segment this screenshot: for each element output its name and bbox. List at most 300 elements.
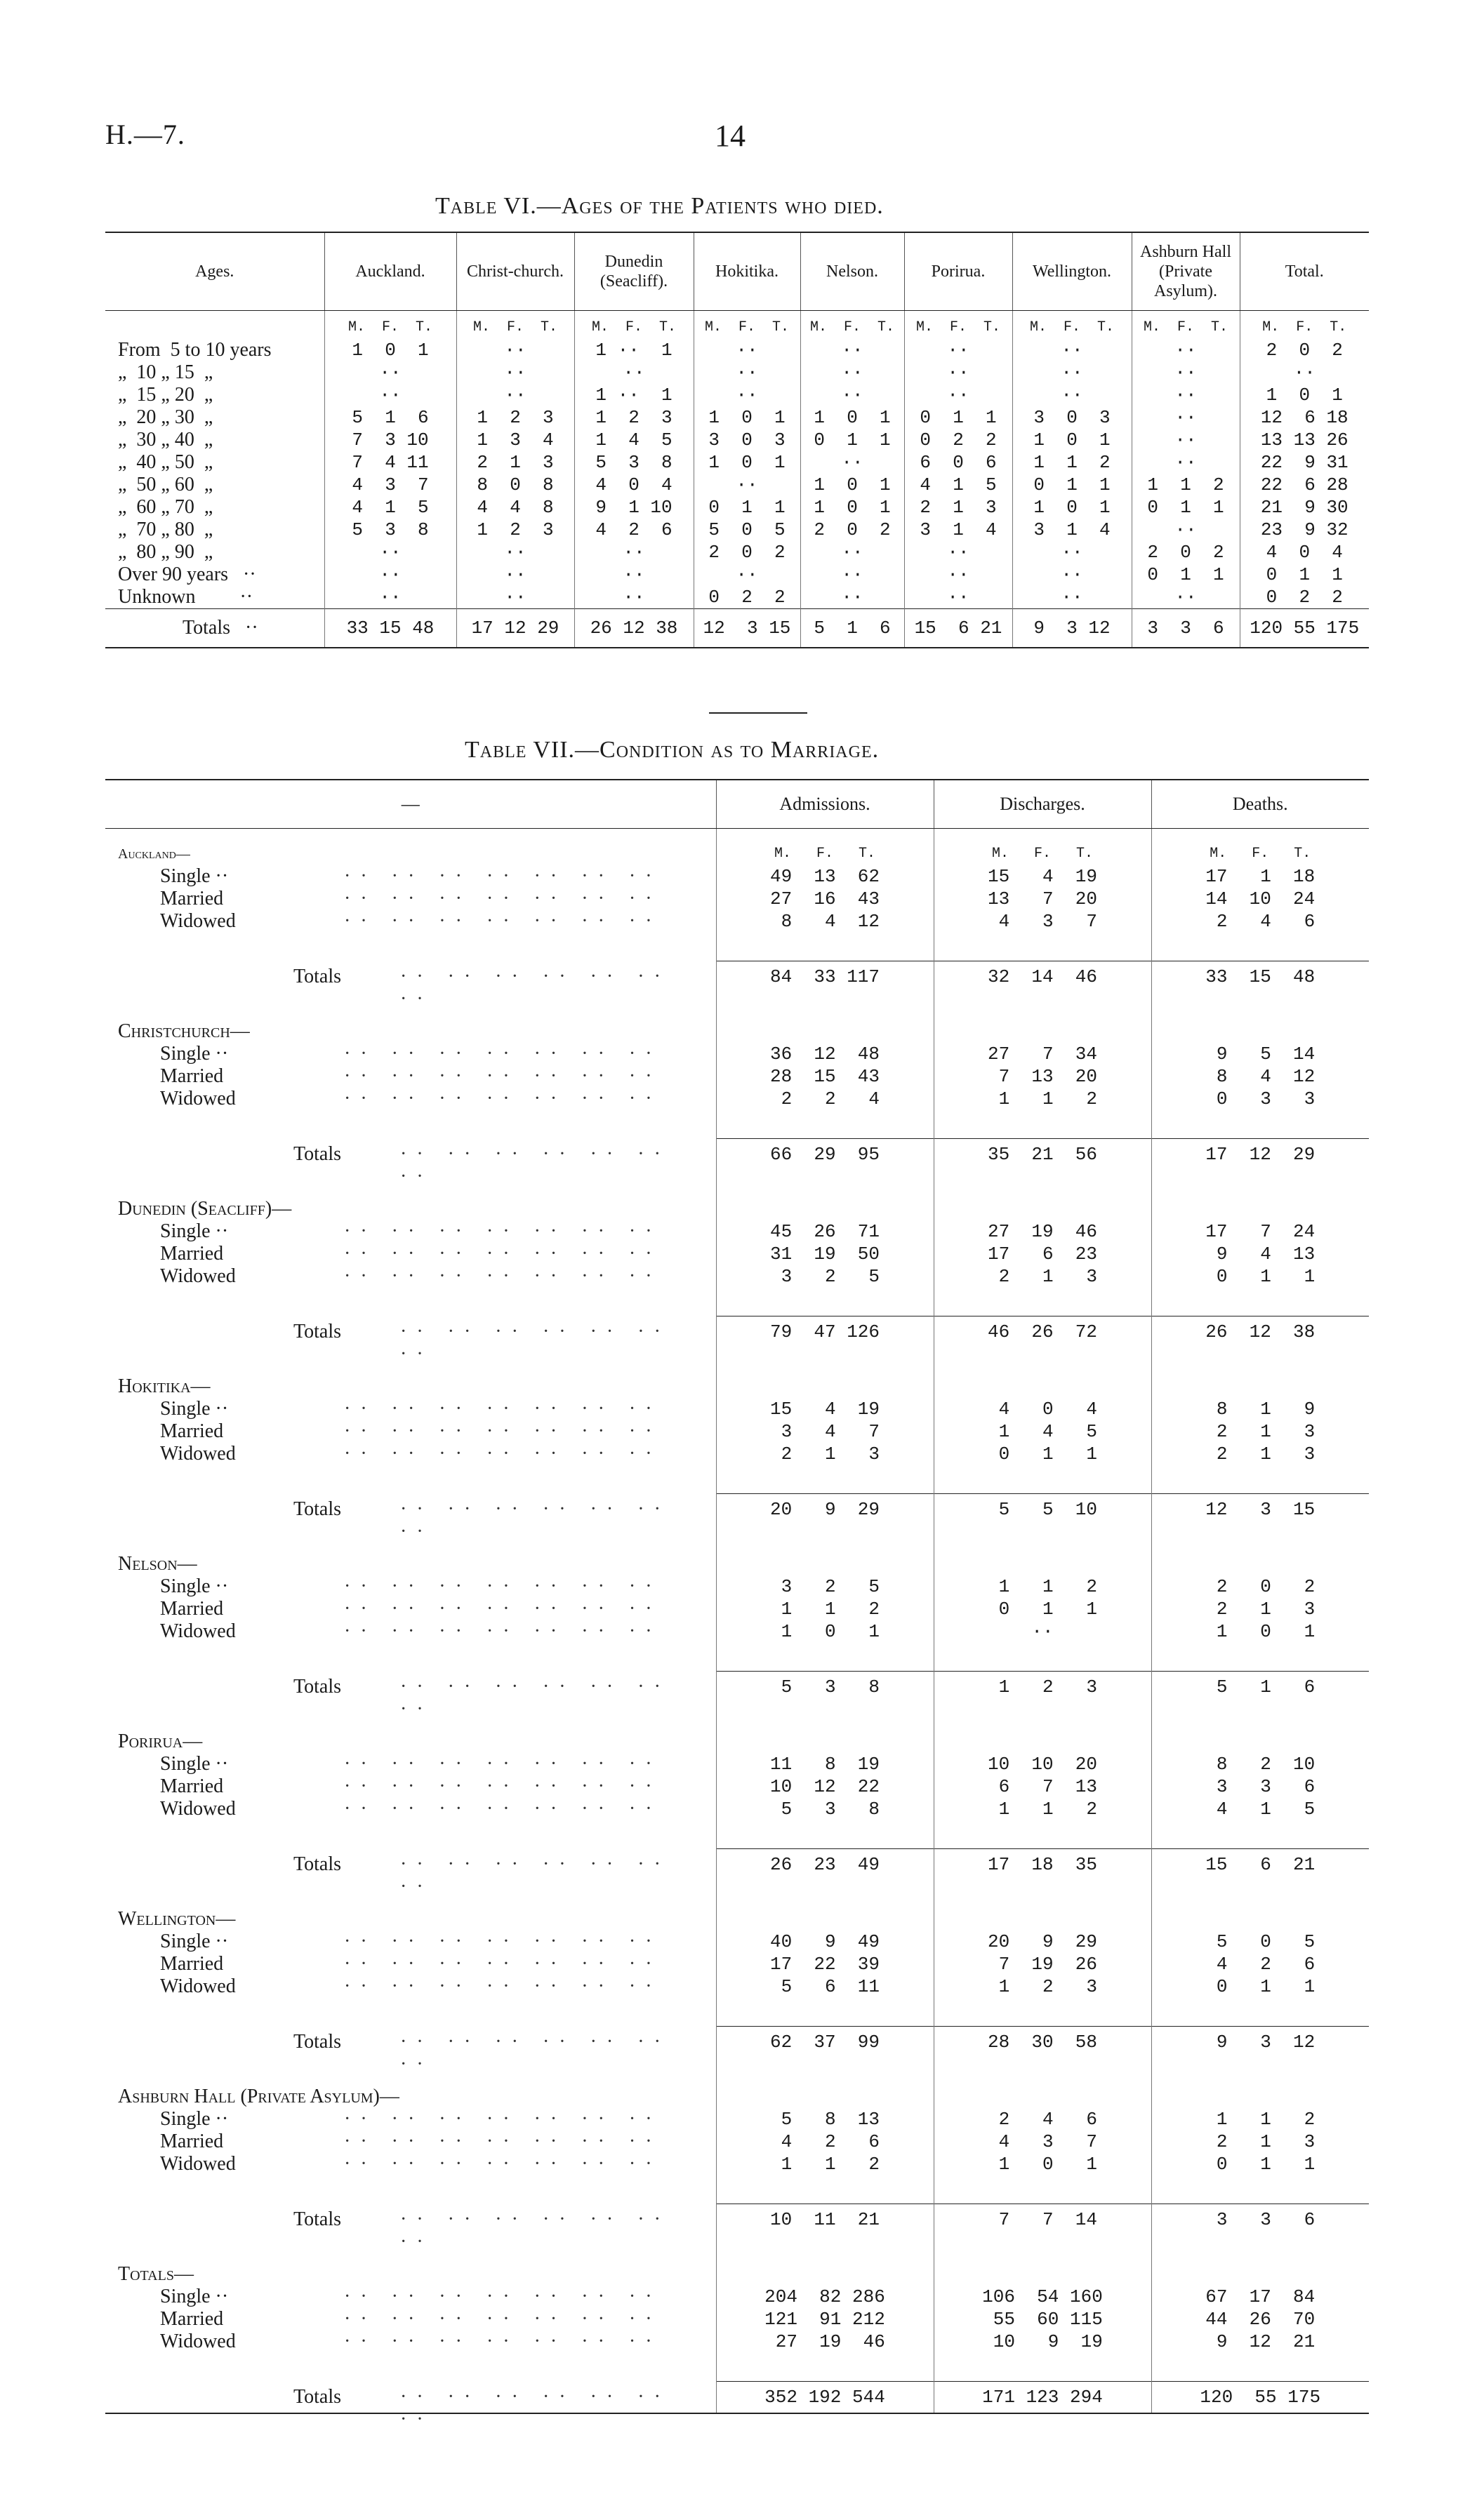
table6-cell: 0 1 1: [1240, 564, 1369, 586]
table7-spacer-cell: [716, 992, 934, 1020]
leader-dots: ·· ·· ·· ·· ·· ·· ··: [344, 1753, 662, 1775]
table7-row-label-text: Widowed: [160, 1975, 236, 1997]
table7-spacer-row: [105, 2353, 1369, 2382]
table6-cell: ··: [1132, 451, 1240, 474]
table7-row: [105, 2308, 1369, 2331]
table6-cell: ··: [1012, 339, 1132, 361]
leader-dots: ·· ·· ·· ·· ·· ·· ··: [344, 1953, 662, 1975]
table7-section-name: Ashburn Hall (Private Asylum)—: [118, 2086, 399, 2107]
table7-cell-adm: 27 19 46: [716, 2331, 934, 2353]
table7-cell-dis: 27 19 46: [934, 1220, 1151, 1243]
table7-cell-dea: 44 26 70: [1151, 2308, 1369, 2331]
table6-row: [105, 564, 1369, 586]
table7-blank-cell: [934, 2263, 1151, 2286]
table7-header-cell: Deaths.: [1151, 780, 1369, 829]
table7-row-label-text: Widowed: [160, 1088, 236, 1109]
table7-cell-dis: 1 4 5: [934, 1420, 1151, 1443]
table7-condition-as-to-marriage: [105, 779, 1369, 2430]
table7-totals-row: [105, 2027, 1369, 2058]
table7-cell-dea: 17 7 24: [1151, 1220, 1369, 1243]
table7-cell-dea: 14 10 24: [1151, 888, 1369, 910]
table7-row: [105, 2131, 1369, 2153]
table7-row: [105, 1420, 1369, 1443]
table7-row-label-text: Married: [160, 1065, 224, 1087]
table7-row-label: [105, 2286, 716, 2308]
table7-spacer-cell: [934, 1110, 1151, 1139]
table7-blank-cell: [716, 2086, 934, 2108]
table7-section-header-row: [105, 1198, 1369, 1220]
table7-row-label-text: Widowed: [160, 1798, 236, 1820]
table6-cell: 5 1 6: [324, 406, 456, 429]
leader-dots: ·· ·· ·· ·· ·· ·· ··: [344, 888, 662, 909]
table7-row: [105, 1753, 1369, 1775]
table6-cell: ··: [904, 339, 1012, 361]
table7-cell-adm: 10 12 22: [716, 1775, 934, 1798]
table6-cell: 7 4 11: [324, 451, 456, 474]
table7-row-label: [105, 1065, 716, 1088]
table7-totals-label-text: Totals: [293, 1142, 342, 1165]
table7-cell-adm: 1 0 1: [716, 1620, 934, 1643]
table7-spacer-cell: [716, 2353, 934, 2382]
table7-spacer-cell: [716, 1110, 934, 1139]
table6-cell: ··: [800, 339, 904, 361]
table7-blank-cell: [1151, 2086, 1369, 2108]
table7-blank-cell: [934, 1731, 1151, 1753]
table7-total-adm: 84 33 117: [716, 961, 934, 993]
leader-dots: ·· ·· ·· ·· ·· ·· ··: [344, 1243, 662, 1265]
table6-row: [105, 474, 1369, 496]
table7-row-label: [105, 2108, 716, 2131]
table7-row-label-text: Single ··: [160, 865, 229, 887]
table7-row: [105, 910, 1369, 933]
leader-dots: ·· ·· ·· ·· ·· ·· ··: [344, 2108, 662, 2130]
table7-row: [105, 1575, 1369, 1598]
table7-spacer-cell: [934, 933, 1151, 961]
table7-spacer-cell: [934, 1465, 1151, 1494]
table6-subheader-cell: M. F. T.: [1132, 311, 1240, 340]
table7-total-dis: 171 123 294: [934, 2382, 1151, 2414]
table7-spacer-cell: [1151, 2058, 1369, 2086]
table6-cell: 3 1 4: [1012, 519, 1132, 541]
table7-cell-adm: 8 4 12: [716, 910, 934, 933]
table7-spacer-cell: [105, 2353, 716, 2382]
table7-row: [105, 1088, 1369, 1110]
leader-dots: ·· ·· ·· ·· ·· ·· ··: [344, 865, 662, 887]
leader-dots: ·· ·· ·· ·· ·· ·· ··: [344, 2153, 662, 2175]
table7-total-dis: 5 5 10: [934, 1494, 1151, 1526]
table7-cell-dis: 15 4 19: [934, 865, 1151, 888]
table7-row-label: [105, 888, 716, 910]
table7-row: [105, 865, 1369, 888]
section-divider: [709, 712, 807, 714]
table7-row-label-text: Single ··: [160, 1753, 229, 1775]
table7-cell-adm: 5 3 8: [716, 1798, 934, 1820]
table7-spacer-cell: [716, 1525, 934, 1553]
table6-header-cell: Wellington.: [1012, 232, 1132, 311]
table7-spacer-cell: [1151, 1880, 1369, 1908]
table7-row-label: [105, 1598, 716, 1620]
table7-totals-row: [105, 2204, 1369, 2236]
table7-cell-dis: 2 4 6: [934, 2108, 1151, 2131]
table7-cell-dea: 0 3 3: [1151, 1088, 1369, 1110]
table6-cell: ··: [800, 541, 904, 564]
table6-cell: ··: [1012, 541, 1132, 564]
page-number: 14: [715, 119, 746, 153]
table6-cell: ··: [694, 361, 800, 384]
table7-spacer-cell: [1151, 1820, 1369, 1849]
table7-row: [105, 2331, 1369, 2353]
table7-totals-label-text: Totals: [293, 2385, 342, 2408]
table7-spacer-row: [105, 933, 1369, 961]
table7-cell-dis: 4 3 7: [934, 910, 1151, 933]
table6-cell: 8 0 8: [456, 474, 574, 496]
table6-subheader-cell: M. F. T.: [1240, 311, 1369, 340]
table6-cell: 1 4 5: [574, 429, 694, 451]
table6-total-cell: 3 3 6: [1132, 609, 1240, 648]
leader-dots: ·· ·· ·· ·· ·· ·· ··: [344, 1220, 662, 1242]
table7-spacer-cell: [1151, 1465, 1369, 1494]
table7-totals-label: [105, 2382, 716, 2430]
table7-row-label: [105, 2131, 716, 2153]
table6-cell: ··: [574, 564, 694, 586]
table6-cell: 0 1 1: [1132, 564, 1240, 586]
table7-blank-cell: [1151, 1198, 1369, 1220]
table7-spacer-row: [105, 1110, 1369, 1139]
table7-spacer-cell: [1151, 2235, 1369, 2263]
table7-total-dea: 5 1 6: [1151, 1672, 1369, 1703]
table7-spacer-cell: [716, 1288, 934, 1316]
table7-spacer-cell: [1151, 1702, 1369, 1731]
table6-row: [105, 586, 1369, 609]
table7-row-label: [105, 2153, 716, 2175]
table7-total-dea: 17 12 29: [1151, 1139, 1369, 1171]
table6-cell: ··: [1012, 361, 1132, 384]
table7-cell-adm: 3 2 5: [716, 1265, 934, 1288]
table6-cell: 1 0 1: [324, 339, 456, 361]
table6-cell: ··: [574, 361, 694, 384]
table6-row: [105, 496, 1369, 519]
table7-cell-dea: 0 1 1: [1151, 1975, 1369, 1998]
leader-dots: ·· ·· ·· ·· ·· ·· ··: [400, 2385, 670, 2430]
table6-cell: 0 1 1: [904, 406, 1012, 429]
table6-cell: 2 0 2: [800, 519, 904, 541]
table7-spacer-cell: [716, 1998, 934, 2027]
table7-row-label: [105, 1975, 716, 1998]
table7-cell-dis: 0 1 1: [934, 1443, 1151, 1465]
table6-cell: 9 1 10: [574, 496, 694, 519]
table6-totals-label: Totals ··: [105, 609, 324, 648]
table7-total-adm: 5 3 8: [716, 1672, 934, 1703]
table7-row-label: [105, 1620, 716, 1643]
table6-age-label: From 5 to 10 years: [118, 339, 272, 361]
table7-row-label-text: Married: [160, 888, 224, 909]
table7-spacer-row: [105, 1880, 1369, 1908]
table7-cell-adm: 1 1 2: [716, 1598, 934, 1620]
table7-row-label: [105, 1443, 716, 1465]
leader-dots: ·· ·· ·· ·· ·· ·· ··: [344, 1420, 662, 1442]
table7-cell-dis: ··: [934, 1620, 1151, 1643]
table6-cell: 0 2 2: [904, 429, 1012, 451]
table6-cell: 0 2 2: [694, 586, 800, 609]
leader-dots: ·· ·· ·· ·· ·· ·· ··: [400, 1498, 670, 1542]
table7-cell-dea: 8 1 9: [1151, 1398, 1369, 1420]
table7-section-header-row: [105, 1908, 1369, 1931]
table6-cell: 1 0 1: [800, 406, 904, 429]
table6-header-cell: Auckland.: [324, 232, 456, 311]
table6-cell: ··: [800, 384, 904, 406]
table7-spacer-cell: [716, 1643, 934, 1672]
table7-blank-cell: [716, 1731, 934, 1753]
table7-blank-cell: [716, 1908, 934, 1931]
table7-cell-dis: 1 1 2: [934, 1088, 1151, 1110]
table7-cell-adm: 1 1 2: [716, 2153, 934, 2175]
table6-total-cell: 5 1 6: [800, 609, 904, 648]
table6-cell: 1 1 2: [1132, 474, 1240, 496]
table7-spacer-row: [105, 1288, 1369, 1316]
table6-row: [105, 339, 1369, 361]
table6-subheader-cell: M. F. T.: [456, 311, 574, 340]
table7-cell-dis: 6 7 13: [934, 1775, 1151, 1798]
table7-row-label: [105, 1243, 716, 1265]
table6-cell: 1 0 1: [694, 451, 800, 474]
table7-row-label: [105, 1953, 716, 1975]
table6-cell: ··: [800, 564, 904, 586]
table6-cell: ··: [574, 586, 694, 609]
table6-header-cell: Ashburn Hall (Private Asylum).: [1132, 232, 1240, 311]
table7-cell-dis: 27 7 34: [934, 1043, 1151, 1065]
table7-totals-label-text: Totals: [293, 1498, 342, 1520]
table6-header-cell: Dunedin (Seacliff).: [574, 232, 694, 311]
table7-row: [105, 1598, 1369, 1620]
table7-row-label: [105, 1088, 716, 1110]
table7-row-label-text: Widowed: [160, 2153, 236, 2175]
table7-totals-label: [105, 2027, 716, 2075]
table6-cell: 2 0 2: [1240, 339, 1369, 361]
table7-cell-adm: 36 12 48: [716, 1043, 934, 1065]
leader-dots: ·· ·· ·· ·· ·· ·· ··: [344, 1598, 662, 1620]
table7-spacer-cell: [105, 1998, 716, 2027]
table6-cell: 1 0 1: [800, 496, 904, 519]
table7-row: [105, 2108, 1369, 2131]
leader-dots: ·· ·· ·· ·· ·· ·· ··: [400, 2030, 670, 2075]
table7-blank-cell: [934, 2086, 1151, 2108]
table7-spacer-cell: [934, 1347, 1151, 1375]
table7-spacer-row: [105, 1643, 1369, 1672]
table7-row-label-text: Single ··: [160, 1575, 229, 1597]
leader-dots: ·· ·· ·· ·· ·· ·· ··: [344, 2131, 662, 2152]
table7-spacer-cell: [934, 1702, 1151, 1731]
table7-cell-adm: 3 4 7: [716, 1420, 934, 1443]
table7-header-cell: Admissions.: [716, 780, 934, 829]
table7-cell-dis: 17 6 23: [934, 1243, 1151, 1265]
table7-header-row: [105, 780, 1369, 829]
table6-cell: 0 1 1: [694, 496, 800, 519]
table7-section-header-row: [105, 1731, 1369, 1753]
table6-body: [105, 311, 1369, 648]
table7-section-header-row: [105, 829, 1369, 866]
table7-row: [105, 1265, 1369, 1288]
table6-cell: 0 1 1: [1012, 474, 1132, 496]
table6-cell: 0 1 1: [1132, 496, 1240, 519]
table7-cell-dea: 9 12 21: [1151, 2331, 1369, 2353]
table7-blank-cell: [1151, 1731, 1369, 1753]
table6-ages-of-deceased: [105, 232, 1369, 648]
table6-cell: ··: [694, 474, 800, 496]
table6-cell: ··: [904, 586, 1012, 609]
table6-cell: ··: [1132, 384, 1240, 406]
table6-cell: ··: [904, 384, 1012, 406]
table7-subheader-cell: M. F. T.: [934, 829, 1151, 866]
table7-blank-cell: [716, 1198, 934, 1220]
table6-row: [105, 361, 1369, 384]
table6-cell: ··: [324, 586, 456, 609]
table7-cell-adm: 2 2 4: [716, 1088, 934, 1110]
table6-cell: 4 4 8: [456, 496, 574, 519]
table6-age-label: „ 20 „ 30 „: [118, 406, 213, 428]
table7-row-label: [105, 1575, 716, 1598]
table7-cell-dea: 2 1 3: [1151, 1598, 1369, 1620]
table7-spacer-cell: [934, 2353, 1151, 2382]
table7-cell-dea: 2 1 3: [1151, 1420, 1369, 1443]
table7-spacer-row: [105, 1998, 1369, 2027]
table7-total-dis: 1 2 3: [934, 1672, 1151, 1703]
table7-section-header-row: [105, 2263, 1369, 2286]
table7-cell-adm: 4 2 6: [716, 2131, 934, 2153]
table7-cell-dis: 10 9 19: [934, 2331, 1151, 2353]
table7-cell-adm: 17 22 39: [716, 1953, 934, 1975]
table6-cell: ··: [694, 564, 800, 586]
table7-total-dea: 15 6 21: [1151, 1849, 1369, 1881]
table7-totals-label: [105, 2204, 716, 2253]
table7-cell-dis: 2 1 3: [934, 1265, 1151, 1288]
table6-cell: ··: [324, 541, 456, 564]
table7-cell-dis: 1 1 2: [934, 1575, 1151, 1598]
table7-row-label-text: Single ··: [160, 1043, 229, 1065]
table6-cell: 1 3 4: [456, 429, 574, 451]
table6-cell: ··: [1132, 586, 1240, 609]
table6-header-cell: Ages.: [105, 232, 324, 311]
table6-cell: ··: [456, 564, 574, 586]
table7-spacer-cell: [105, 1643, 716, 1672]
table6-subheader-cell: M. F. T.: [324, 311, 456, 340]
table7-section-name: Porirua—: [118, 1731, 203, 1752]
leader-dots: ·· ·· ·· ·· ·· ·· ··: [344, 1065, 662, 1087]
table7-cell-dea: 8 4 12: [1151, 1065, 1369, 1088]
table6-cell: 1 0 1: [1012, 429, 1132, 451]
table7-totals-label-text: Totals: [293, 965, 342, 987]
table7-spacer-row: [105, 1170, 1369, 1198]
table7-spacer-cell: [105, 933, 716, 961]
table6-cell: ··: [1132, 429, 1240, 451]
table6-row: [105, 384, 1369, 406]
table6-subheader-cell: M. F. T.: [574, 311, 694, 340]
table6-cell: ··: [904, 541, 1012, 564]
table6-cell: 2 1 3: [456, 451, 574, 474]
table7-spacer-cell: [934, 992, 1151, 1020]
table7-section-header-row: [105, 1553, 1369, 1575]
table7-totals-label: [105, 1139, 716, 1187]
table7-spacer-cell: [716, 1880, 934, 1908]
table6-cell: 1 0 1: [800, 474, 904, 496]
table7-row-label: [105, 1798, 716, 1820]
table7-section-name: Dunedin (Seacliff)—: [118, 1198, 292, 1220]
table7-cell-adm: 204 82 286: [716, 2286, 934, 2308]
table7-total-dis: 32 14 46: [934, 961, 1151, 993]
table7-row-label: [105, 1420, 716, 1443]
table7-row-label-text: Married: [160, 2131, 224, 2152]
table7-row-label-text: Widowed: [160, 910, 236, 932]
table6-header-cell: Porirua.: [904, 232, 1012, 311]
table7-cell-adm: 45 26 71: [716, 1220, 934, 1243]
table7-row: [105, 1931, 1369, 1953]
table7-cell-dea: 4 1 5: [1151, 1798, 1369, 1820]
table7-row: [105, 1043, 1369, 1065]
table6-row: [105, 429, 1369, 451]
table7-cell-dea: 2 0 2: [1151, 1575, 1369, 1598]
table6-cell: 5 3 8: [324, 519, 456, 541]
leader-dots: ·· ·· ·· ·· ·· ·· ··: [344, 1398, 662, 1420]
table6-total-cell: 26 12 38: [574, 609, 694, 648]
table6-subheader-blank: [105, 311, 324, 340]
table7-cell-dea: 8 2 10: [1151, 1753, 1369, 1775]
table7-row-label: [105, 1043, 716, 1065]
table6-age-label: „ 60 „ 70 „: [118, 496, 213, 518]
table6-age-label: „ 80 „ 90 „: [118, 541, 213, 563]
table7-cell-dis: 1 2 3: [934, 1975, 1151, 1998]
table7-section-name: Christchurch—: [118, 1020, 250, 1042]
table7-cell-dea: 2 4 6: [1151, 910, 1369, 933]
table7-row-label-text: Widowed: [160, 1443, 236, 1465]
leader-dots: ·· ·· ·· ·· ·· ·· ··: [400, 1320, 670, 1365]
table7-spacer-cell: [716, 1170, 934, 1198]
table6-total-cell: 17 12 29: [456, 609, 574, 648]
table6-cell: 5 0 5: [694, 519, 800, 541]
table7-spacer-row: [105, 2058, 1369, 2086]
table6-cell: ··: [456, 586, 574, 609]
table7-total-dis: 35 21 56: [934, 1139, 1151, 1171]
table7-cell-adm: 121 91 212: [716, 2308, 934, 2331]
table7-spacer-cell: [105, 2175, 716, 2204]
table7-totals-label-text: Totals: [293, 2030, 342, 2053]
table6-subheader-cell: M. F. T.: [904, 311, 1012, 340]
table7-section-header-row: [105, 1375, 1369, 1398]
table7-spacer-cell: [934, 2058, 1151, 2086]
table7-header-cell: —: [105, 780, 716, 829]
table7-cell-dis: 55 60 115: [934, 2308, 1151, 2331]
table7-section-header-row: [105, 1020, 1369, 1043]
table7-totals-row: [105, 961, 1369, 993]
leader-dots: ·· ·· ·· ·· ·· ·· ··: [344, 1088, 662, 1109]
table7-cell-dea: 2 1 3: [1151, 2131, 1369, 2153]
table7-row-label-text: Single ··: [160, 1398, 229, 1420]
table7-cell-dea: 0 1 1: [1151, 1265, 1369, 1288]
table6-subheader-cell: M. F. T.: [800, 311, 904, 340]
leader-dots: ·· ·· ·· ·· ·· ·· ··: [344, 1443, 662, 1465]
table6-cell: ··: [904, 564, 1012, 586]
table7-row: [105, 1220, 1369, 1243]
table7-spacer-cell: [716, 2058, 934, 2086]
table7-spacer-cell: [1151, 933, 1369, 961]
leader-dots: ·· ·· ·· ·· ·· ·· ··: [344, 1265, 662, 1287]
table6-cell: 23 9 32: [1240, 519, 1369, 541]
table6-cell: 4 0 4: [1240, 541, 1369, 564]
table7-total-adm: 20 9 29: [716, 1494, 934, 1526]
table7-row: [105, 1065, 1369, 1088]
table7-cell-dea: 1 0 1: [1151, 1620, 1369, 1643]
table6-total-cell: 33 15 48: [324, 609, 456, 648]
table6-cell: ··: [800, 451, 904, 474]
table7-blank-cell: [716, 1375, 934, 1398]
